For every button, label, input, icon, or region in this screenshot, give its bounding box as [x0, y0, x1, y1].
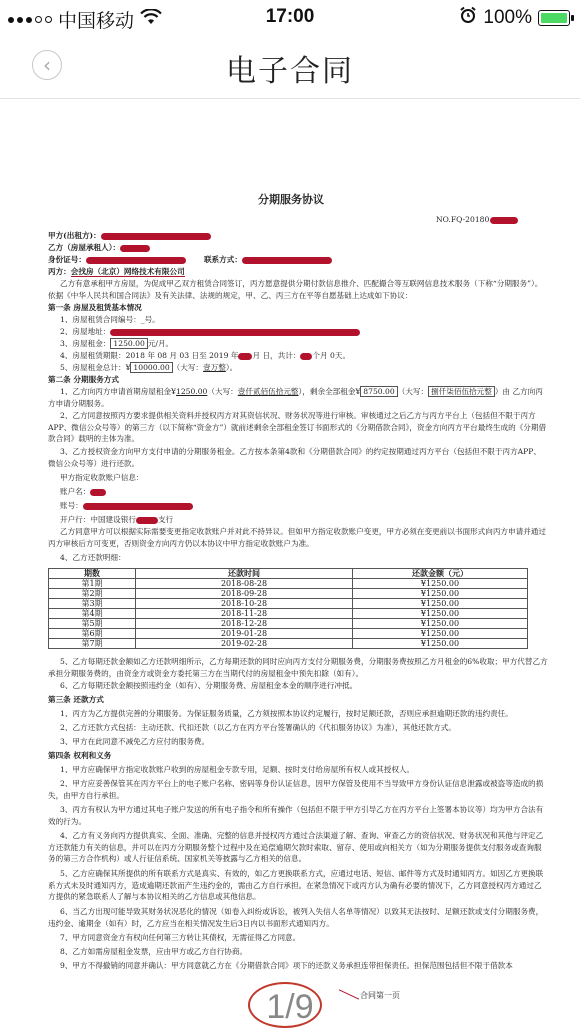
first-rent-cn: 壹仟贰佰伍拾元整: [237, 387, 299, 396]
s4-item-3: 3、丙方有权认为甲方通过其电子账户发送的所有电子指令和所有操作（包括但不限于甲方引导乙方在丙方平台上签署本协议等）均为甲方合法有效的行为。: [48, 805, 544, 826]
section-4-heading: 第四条 权利和义务: [48, 751, 112, 760]
redaction: [86, 257, 186, 264]
account-no-label: 账号：: [60, 501, 83, 510]
party-c-name: 会找房（北京）网络技术有限公司: [70, 267, 185, 276]
s1-item-3-label: 3、房屋租金：: [60, 339, 111, 348]
s1-item-4-months: 个月: [312, 351, 328, 360]
section-3-heading: 第三条 还款方式: [48, 695, 104, 704]
s1-item-4-label: 4、房屋租赁期限：: [60, 351, 126, 360]
date-cell: 2018-12-28: [136, 619, 353, 629]
date-cell: 2018-10-28: [136, 599, 353, 609]
redaction: [90, 489, 106, 496]
period-cell: 第4期: [49, 609, 136, 619]
nav-bar: [0, 34, 580, 99]
s4-item-4: 4、乙方有义务向丙方提供真实、全面、准确、完整的信息并授权丙方通过合法渠道了解、查询、审查乙方的资信状况、财务状况和其他与评定乙方还款能力有关的信息，并可以在丙方分期服务整个过程中及在追偿逾期欠款时索取、留存、使用或向相关方（如为分期服务提供支付服务或查询服务的第三方合作机构）或人行征信系统、国家机关等披露与乙方相关的信息。: [48, 831, 544, 864]
period-cell: 第5期: [49, 619, 136, 629]
s3-item-3: 3、甲方在此同意不减免乙方应付的服务费。: [60, 737, 210, 746]
amount-cell: ¥1250.00: [353, 639, 528, 649]
s2-item-6: 6、乙方每期还款金额按照违约金（如有）、分期服务费、房屋租金本金的顺序进行冲抵。: [60, 681, 358, 690]
party-b-line: [48, 242, 150, 254]
redaction: [83, 503, 193, 510]
table-row: [49, 589, 528, 599]
table-row: [49, 609, 528, 619]
remaining-rent-cn: 捌仟柒佰伍拾元整: [428, 386, 495, 397]
battery-icon: [538, 10, 570, 26]
s3-item-2: 2、乙方还款方式包括：主动还款、代扣还款（以乙方在丙方平台签署确认的《代扣服务协议》为准），其他还款方式。: [60, 723, 456, 732]
s2-1-a: 1、乙方向丙方申请首期房屋租金¥: [60, 387, 176, 396]
s2-1-b: （大写：: [207, 387, 238, 396]
s1-item-4-days: 0: [330, 351, 335, 360]
table-row: [49, 579, 528, 589]
party-a-label: 甲方(出租方)：: [48, 231, 101, 240]
account-bank-value: 中国建设银行: [90, 515, 136, 524]
s2-1-d: ），剩余全部租金¥: [298, 387, 361, 396]
amount-cell: ¥1250.00: [353, 629, 528, 639]
table-row: [49, 599, 528, 609]
s4-item-6: 6、当乙方出现可能导致其财务状况恶化的情况（如卷入纠纷或诉讼，被列入失信人名单等情况）以致其无法按时、足额还款或支付分期服务费，违约金、逾期金（如有）时，乙方应当在相关情况发生后3日内以书面形式通知丙方。: [48, 907, 544, 928]
amount-cell: ¥1250.00: [353, 579, 528, 589]
account-no-line: [60, 500, 193, 512]
chevron-left-icon: ‹: [43, 53, 51, 77]
s4-item-8: 8、乙方如需房屋租金发票，应由甲方或乙方自行协商。: [60, 947, 248, 956]
s3-item-1: 1、丙方为乙方提供完善的分期服务。为保证服务质量，乙方须按照本协议约定履行，按时足额还款，否则应承担逾期还款的违约责任。: [60, 709, 513, 718]
table-header-row: [49, 569, 528, 579]
s4-item-5: 5、乙方应确保其所提供的所有联系方式是真实、有效的，如乙方更换联系方式，应通过电话、短信、邮件等方式及时通知丙方。如因乙方更换联系方式未及时通知丙方，造成逾期还款而产生违约金的，需由乙方自行承担。在紧急情况下或丙方认为确有必要的情况下，乙方同意授权丙方通过乙方提供的紧急联系人了解与本协议相关的乙方信息或其他信息。: [48, 869, 544, 902]
id-line: [48, 254, 332, 266]
contract-title: 分期服务协议: [258, 193, 324, 206]
period-cell: 第7期: [49, 639, 136, 649]
battery-percent: 100%: [483, 7, 532, 28]
alarm-icon: [459, 6, 477, 30]
date-cell: 2019-01-28: [136, 629, 353, 639]
first-rent-value: 1250.00: [175, 387, 208, 396]
s1-item-3: [60, 338, 173, 350]
party-b-label: 乙方（房屋承租人）：: [48, 243, 121, 252]
s1-item-3-unit: 元/月。: [147, 339, 174, 348]
period-cell: 第1期: [49, 579, 136, 589]
id-label: 身份证号：: [48, 255, 86, 264]
period-cell: 第2期: [49, 589, 136, 599]
amount-cell: ¥1250.00: [353, 599, 528, 609]
monthly-rent-value: 1250.00: [110, 338, 147, 349]
redaction: [120, 245, 150, 252]
party-c-line: [48, 266, 185, 278]
amount-cell: ¥1250.00: [353, 619, 528, 629]
s1-item-5-close: ）。: [225, 363, 238, 372]
contract-number-text: NO.FQ-20180: [436, 215, 490, 224]
s1-item-4-end: 天。: [334, 351, 351, 360]
repayment-heading: 4、乙方还款明细：: [60, 553, 126, 562]
header-date: 还款时间: [136, 569, 353, 579]
page-title: 电子合同: [226, 54, 354, 89]
date-cell: 2018-11-28: [136, 609, 353, 619]
redaction: [242, 257, 332, 264]
s1-item-4-mid: 月 日，共计：: [252, 351, 301, 360]
lease-start: 2018 年 08 月 03 日至 2019 年: [125, 351, 239, 360]
redaction: [110, 329, 360, 336]
battery-level: [541, 13, 567, 23]
page-footnote: 合同第一页: [360, 991, 400, 1000]
s1-item-5-cn-label: （大写：: [172, 363, 204, 372]
s1-item-4: [60, 350, 350, 362]
amount-cell: ¥1250.00: [353, 589, 528, 599]
date-cell: 2019-02-28: [136, 639, 353, 649]
contract-number: [436, 214, 518, 226]
table-row: [49, 619, 528, 629]
redaction: [136, 517, 158, 524]
repayment-table: [48, 568, 528, 649]
s4-item-1: 1、甲方应确保甲方指定收款账户收到的房屋租金专款专用，足额、按时支付给房屋所有权人或其授权人。: [60, 765, 415, 774]
redaction: [300, 353, 312, 360]
table-row: [49, 629, 528, 639]
s4-item-7: 7、甲方同意资金方有权向任何第三方转让其债权，无需征得乙方同意。: [60, 933, 301, 942]
date-cell: 2018-09-28: [136, 589, 353, 599]
s2-item-2: 2、乙方同意按照丙方要求提供相关资料并授权丙方对其资信状况、财务状况等进行审核。审核通过之后乙方与丙方平台上（包括但不限于丙方APP、微信公众号等）的第三方（以下简称“资金方”）就前述剩余全部租金签订书面形式的《分期借款合同》，资金方向丙方平台最终生成的《分期借款合同》载明的主体为准。: [48, 411, 547, 444]
table-row: [49, 639, 528, 649]
account-name-label: 账户名：: [60, 487, 91, 496]
carrier-name: 中国移动: [58, 11, 135, 32]
s2-item-1: [48, 386, 548, 409]
section-1-heading: 第一条 房屋及租赁基本情况: [48, 303, 142, 312]
s1-item-2-label: 2、房屋地址：: [60, 327, 111, 336]
battery-group: [459, 6, 570, 30]
total-rent-value: 10000.00: [130, 362, 172, 373]
date-cell: 2018-08-28: [136, 579, 353, 589]
account-name-line: [60, 486, 106, 498]
party-c-label: 丙方：: [48, 267, 71, 276]
s1-item-5-label: 5、房屋租金总计：¥: [60, 363, 131, 372]
page-indicator: 1/9: [266, 988, 314, 1026]
account-bank-line: [60, 514, 173, 526]
period-cell: 第6期: [49, 629, 136, 639]
s2-1-i: 乙方向丙方申请分期服务。: [48, 387, 543, 408]
total-rent-cn: 壹万整: [203, 363, 226, 372]
contact-label: 联系方式：: [203, 255, 242, 264]
account-info-heading: 甲方指定收款账户信息：: [60, 473, 144, 482]
s2-1-f: （大写：: [397, 387, 429, 396]
account-note: 乙方同意甲方可以根据实际需要变更指定收款账户并对此不持异议。但如甲方指定收款账户变更，甲方必须在变更前以书面形式向丙方申请并通过丙方审核后方可变更，否则资金方向丙方仍以本协议中甲方指定收款账户为准。: [48, 527, 546, 548]
status-time: 17:00: [265, 6, 315, 27]
account-branch: 支行: [157, 515, 174, 524]
s2-item-3: 3、乙方授权资金方向甲方支付申请的分期服务租金。乙方按本条第4款和《分期借款合同》的约定按期通过丙方平台（包括但不限于丙方APP、微信公众号等）进行还款。: [48, 447, 541, 468]
redaction: [490, 217, 518, 224]
redaction: [238, 353, 252, 360]
header-amount: 还款金额（元）: [353, 569, 528, 579]
header-period: 期数: [49, 569, 136, 579]
party-a-line: [48, 230, 211, 242]
amount-cell: ¥1250.00: [353, 609, 528, 619]
s4-item-2: 2、甲方应妥善保管其在丙方平台上的电子账户名称、密码等身份认证信息，因甲方保管及使用不当导致甲方身份认证信息泄露或被盗等造成的损失，由甲方自行承担。: [48, 779, 544, 800]
s1-item-1: 1、房屋租赁合同编号：_号。: [60, 315, 160, 324]
s1-item-5: [60, 362, 237, 374]
status-bar: [0, 0, 580, 34]
remaining-rent-value: 8750.00: [360, 386, 397, 397]
s4-item-9: 9、甲方不得撤销的同意并确认：甲方同意就乙方在《分期借款合同》项下的还款义务承担连带担保责任。担保范围包括但不限于借款本: [60, 961, 513, 970]
intro-paragraph: 乙方有意承租甲方房屋，为促成甲乙双方租赁合同签订，丙方愿意提供分期付款信息推介、匹配撮合等互联网信息技术服务（下称“分期服务”）。依据《中华人民共和国合同法》及有关法律、法规的规定，甲、乙、丙三方在平等自愿基础上达成如下协议：: [48, 279, 543, 300]
redaction: [101, 233, 211, 240]
account-bank-label: 开户行：: [60, 515, 91, 524]
section-2-heading: 第二条 分期服务方式: [48, 375, 119, 384]
s1-item-2: [60, 326, 360, 338]
contract-page: [28, 110, 554, 1020]
period-cell: 第3期: [49, 599, 136, 609]
s2-1-h: ）由: [494, 387, 511, 396]
s2-item-5: 5、乙方每期还款金额如乙方还款明细所示，乙方每期还款的同时应向丙方支付分期服务费，分期服务费按照乙方月租金的6%收取；甲方代替乙方承担分期服务费的，由资金方或资金方委托第三方在当期代付的房屋租金中预先扣除（如有）。: [48, 657, 548, 678]
